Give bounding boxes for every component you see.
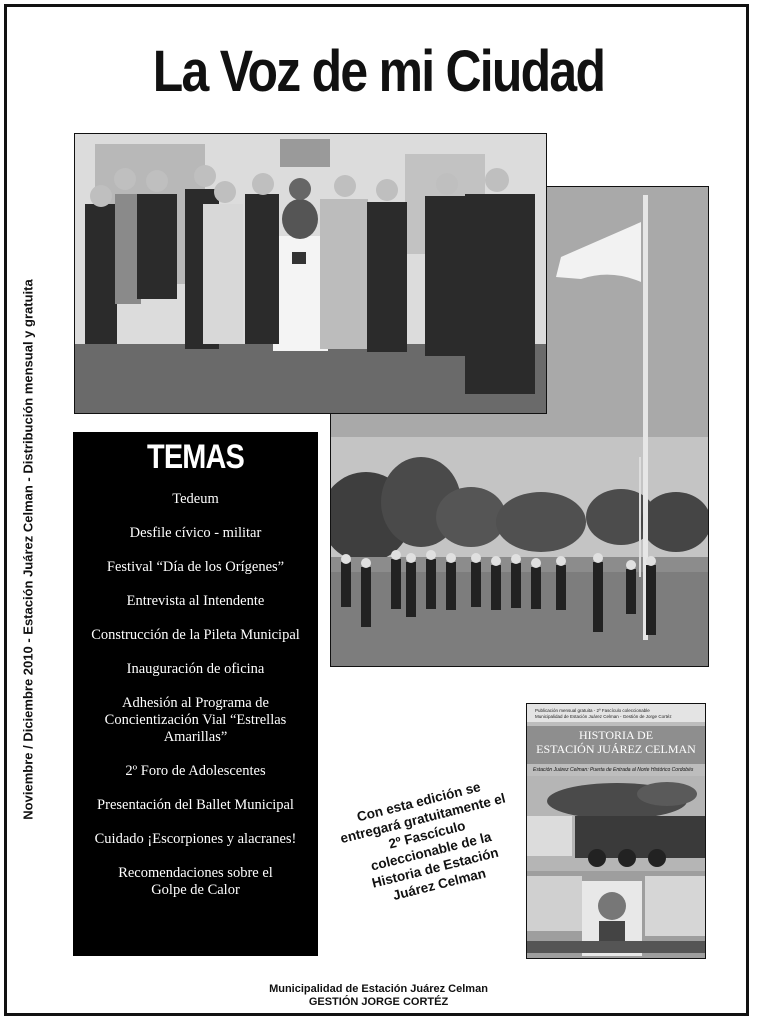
temas-item: Desfile cívico - militar <box>129 525 262 541</box>
promo-text: Con esta edición se entregará gratuitamente el 2º Fascículo coleccionable de la Historia de Estación Juárez Celman <box>338 779 507 904</box>
temas-item: Inauguración de oficina <box>126 661 265 677</box>
temas-item: Construcción de la Pileta Municipal <box>91 627 300 643</box>
temas-box <box>73 432 318 956</box>
cover-title <box>527 728 705 756</box>
cover-train-illustration <box>527 776 705 959</box>
cover-header-line1: Publicación mensual gratuita - 2º Fascículo coleccionable <box>535 708 650 713</box>
cover-subtitle: Estación Juárez Celman: Puerta de Entrada al Norte Histórico Cordobés <box>533 767 694 773</box>
cover-title-line1: HISTORIA DE <box>578 728 654 742</box>
cover-header <box>527 704 705 722</box>
temas-item: Adhesión al Programa de Concientización Vial “Estrellas Amarillas” <box>104 695 287 745</box>
temas-item: Entrevista al Intendente <box>126 593 265 609</box>
temas-item: 2º Foro de Adolescentes <box>125 763 266 779</box>
footer-line2: GESTIÓN JORGE CORTÉZ <box>308 996 449 1008</box>
temas-item: Tedeum <box>172 491 219 507</box>
footer-line1: Municipalidad de Estación Juárez Celman <box>269 983 488 995</box>
temas-item: Recomendaciones sobre el Golpe de Calor <box>118 865 273 898</box>
cover-header-line2: Municipalidad de Estación Juárez Celman - Gestión de Jorge Cortéz <box>535 714 672 719</box>
masthead-title: La Voz de mi Ciudad <box>152 39 605 104</box>
side-caption: Noviembre / Diciembre 2010 - Estación Juárez Celman - Distribución mensual y gratuita <box>20 279 36 820</box>
group-photo-illustration <box>75 134 546 413</box>
temas-item: Festival “Día de los Orígenes” <box>106 559 285 575</box>
photo-group-inauguration <box>74 133 547 414</box>
temas-title: TEMAS <box>147 438 244 476</box>
temas-item: Presentación del Ballet Municipal <box>97 797 294 813</box>
fascicle-cover <box>526 703 706 959</box>
temas-list <box>73 491 318 899</box>
cover-title-line2: ESTACIÓN JUÁREZ CELMAN <box>536 742 696 756</box>
temas-item: Cuidado ¡Escorpiones y alacranes! <box>94 831 297 847</box>
footer <box>0 983 757 1009</box>
